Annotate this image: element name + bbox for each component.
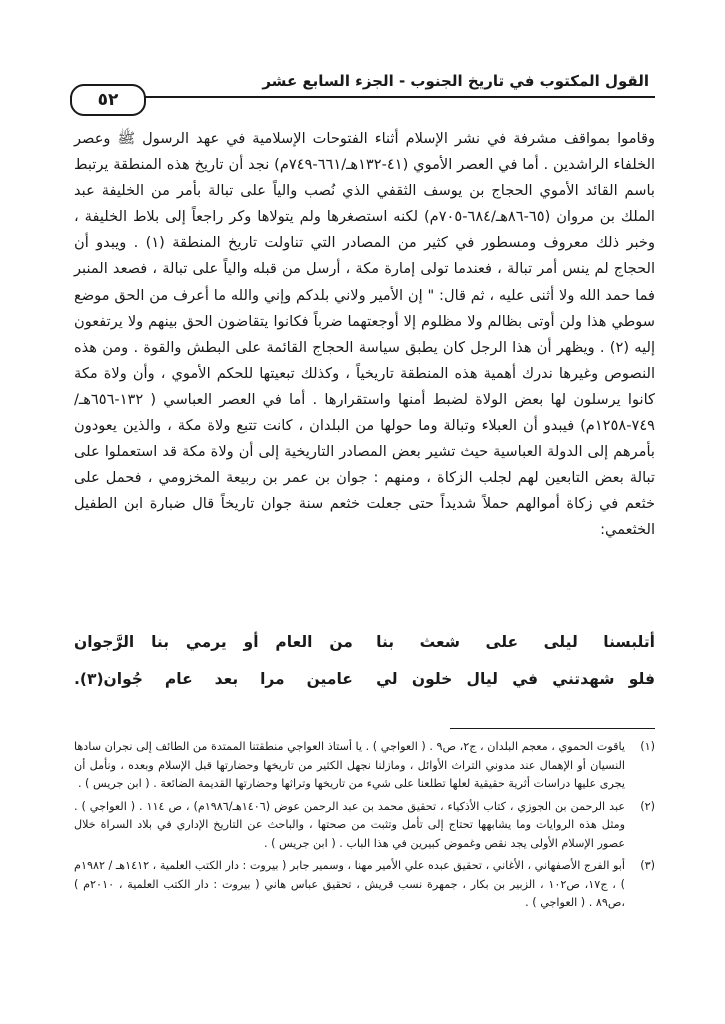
- footnote-text: عبد الرحمن بن الجوزي ، كتاب الأذكياء ، تحقيق محمد بن عبد الرحمن عوض (١٤٠٦هـ/١٩٨٦م) ، ص ١١٤ . ( العواجي ) . ومثل هذه الروايات وما يشابهها تحتاج إلى تأمل وتثبت من صحتها ، والباحث عن التاريخ الإداري في بلاد السراة خلال عصور الإسلام الأولى يجد نقص وغموض كبيرين في هذا الباب . ( ابن جريس ) .: [74, 799, 625, 850]
- page-header: [70, 66, 655, 114]
- poem-second-hemistich: عامين مرا بعد عام جُوان(٣).: [74, 670, 353, 688]
- page-number: ٥٢: [70, 84, 146, 116]
- running-title: القول المكتوب في تاريخ الجنوب - الجزء السابع عشر: [262, 72, 649, 90]
- poem-first-hemistich: فلو شهدتني في ليال خلون لي: [376, 670, 655, 688]
- poem-verse: [74, 661, 655, 698]
- footnote-text: ياقوت الحموي ، معجم البلدان ، ج٢، ص٩ . ( العواجي ) . يا أستاذ العواجي منطقتنا الممتدة من الطائف إلى نجران سادها النسيان أو الإهمال عند مدوني التراث الأوائل ، ومازلنا نجهل الكثير من تاريخها وحضارتها قبل الإسلام وبعده ، ونأمل أن يجرى عليها دراسات أثرية حقيقية لعلها تطلعنا على شيء من تاريخها وتراثها وحضارتها القديمة الضائعة . ( ابن جريس ) .: [74, 740, 625, 790]
- footnote-number: (٣): [640, 859, 655, 872]
- header-rule: [70, 96, 655, 98]
- poem: [74, 624, 655, 698]
- footnote-number: (١): [640, 740, 655, 753]
- body-paragraph: وقاموا بمواقف مشرفة في نشر الإسلام أثناء الفتوحات الإسلامية في عهد الرسول ﷺ وعصر الخلفاء الراشدين . أما في العصر الأموي (٤١-١٣٢هـ/٦٦١-٧٤٩م) نجد أن تاريخ هذه المنطقة يرتبط باسم القائد الأموي الحجاج بن يوسف الثقفي الذي نُصب والياً على تبالة بأمر من الخليفة عبد الملك بن مروان (٦٥-٨٦هـ/٦٨٤-٧٠٥م) لكنه استصغرها ولم يتولاها وكر راجعاً إلى بلاط الخليفة ، وخبر ذلك معروف ومسطور في كثير من المصادر التي تناولت تاريخ المنطقة (١) . ويبدو أن الحجاج لم ينس أمر تبالة ، فعندما تولى إمارة مكة ، أرسل من قبله والياً على تبالة ، فصعد المنبر فما حمد الله ولا أثنى عليه ، ثم قال: " إن الأمير ولاني بلدكم وإني والله ما أعرف من الحق موضع سوطي هذا ولن أوتى بظالم ولا مظلوم إلا أوجعتهما ضرباً فكانوا يتقاضون الحق بينهم ولا يرتفعون إليه (٢) . ويظهر أن هذا الرجل كان يطبق سياسة الحجاج القائمة على البطش والقوة . ومن هذه النصوص وغيرها ندرك أهمية هذه المنطقة تاريخياً ، وكذلك تبعيتها للحكم الأموي ، وأن ولاة مكة كانوا يرسلون لها بعض الولاة لضبط أمنها واستقرارها . أما في العصر العباسي ( ١٣٢-٦٥٦هـ/٧٤٩-١٢٥٨م) فيبدو أن العبلاء وتبالة وما حولها من البلدان ، كانت تتبع ولاة مكة ، والذين يعودون بأمرهم إلى الدولة العباسية حيث تشير بعض المصادر التاريخية إلى أن ولاة مكة قد استعملوا على تبالة بعض التابعين لهم لجلب الزكاة ، ومنهم : جوان بن عمر بن ربيعة المخزومي ، فحمل على خثعم في زكاة أموالهم حملاً شديداً حتى جعلت خثعم سنة جوان تاريخاً قال ضبارة ابن الطفيل الخثعمي:: [74, 130, 656, 539]
- footnotes: [74, 738, 655, 917]
- poem-first-hemistich: أتلبسنا ليلى على شعث بنا: [376, 633, 655, 651]
- footnote-text: أبو الفرج الأصفهاني ، الأغاني ، تحقيق عبده علي الأمير مهنا ، وسمير جابر ( بيروت : دار الكتب العلمية ، ١٤١٢هـ / ١٩٨٢م ) ، ج١٧، ص١٠٢ ، الزبير بن بكار ، جمهرة نسب قريش ، تحقيق عباس هاني ( بيروت : دار الكتب العلمية ، ٢٠١٠م ) ،ص٨٩ . ( العواجي ) .: [74, 859, 625, 909]
- footnote: [74, 857, 655, 913]
- footnote: [74, 738, 655, 794]
- poem-verse: [74, 624, 655, 661]
- footnote: [74, 798, 655, 854]
- footnote-number: (٢): [640, 799, 655, 813]
- poem-second-hemistich: من العام أو يرمي بنا الرَّجوان: [74, 633, 353, 651]
- footnote-separator: [450, 728, 655, 729]
